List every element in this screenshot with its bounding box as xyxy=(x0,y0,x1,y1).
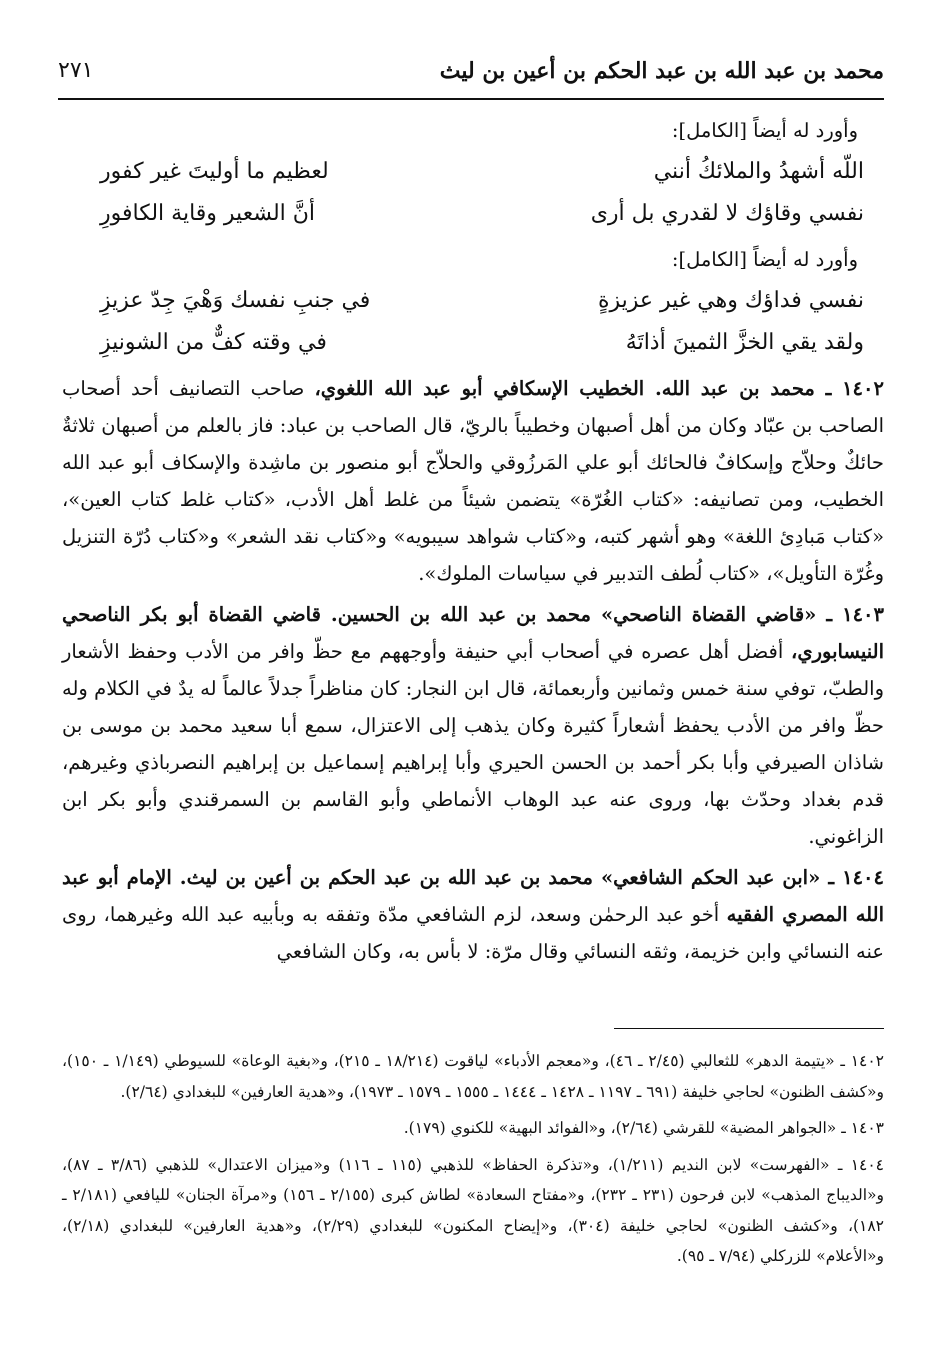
footnotes xyxy=(62,1046,884,1278)
biography-entry xyxy=(62,859,884,970)
verse-second-hemistich: أنَّ الشعير وقاية الكافورِ xyxy=(100,201,316,226)
entry-text: صاحب التصانيف أحد أصحاب الصاحب بن عبّاد وكان من أهل أصبهان وخطيباً بالريّ، قال الصاحب بن عباد: فاز بالعلم من أصبهان ثلاثةٌ حائكٌ وحلاّج وإسكافٌ فالحائك أبو علي المَرزُوقي والحلاّج أبو منصور بن ماشِدة والإسكاف أبو عبد الله الخطيب، ومن تصانيفه: «كتاب الغُرّة» يتضمن شيئاً من غلط أهل الأدب، «كتاب غلط كتاب العين»، «كتاب مَبادِئ اللغة» وهو أشهر كتبه، و«كتاب شواهد سيبويه» و«كتاب نقد الشعر» و«كتاب دُرّة التنزيل وغُرّة التأويل»، «كتاب لُطف التدبير في سياسات الملوك». xyxy=(62,377,884,585)
poem-verse xyxy=(62,151,884,193)
entry-text: أخو عبد الرحمٰن وسعد، لزم الشافعي مدّة وتفقه به وبأبيه عبد الله وغيرهما، روى عنه النسائي وابن خزيمة، وثقه النسائي وقال مرّة: لا بأس به، وكان الشافعي xyxy=(62,903,884,963)
poem xyxy=(62,151,884,235)
poem xyxy=(62,280,884,364)
running-title: محمد بن عبد الله بن عبد الحكم بن أعين بن ليث xyxy=(439,58,884,84)
verse-second-hemistich: في جنبِ نفسك وَهْيَ جِدّ عزيزِ xyxy=(100,288,371,313)
page-header xyxy=(58,52,884,100)
biography-entry xyxy=(62,370,884,592)
poem-verse xyxy=(62,322,884,364)
entry-text: أفضل أهل عصره في أصحاب أبي حنيفة وأوجههم مع حظّ وافر من الأدب وحفظ الأشعار والطبّ، توفي سنة خمس وثمانين وأربعمائة، قال ابن النجار: كان مناظراً جدلاً عالماً له يدٌ في الكلام وله حظّ وافر من الأدب يحفظ أشعاراً كثيرة وكان يذهب إلى الاعتزال، سمع أبا سعيد محمد بن موسى بن شاذان الصيرفي وأبا بكر أحمد بن الحسن الحيري وأبا إبراهيم إسماعيل بن إبراهيم النصرباذي وغيرهم، قدم بغداد وحدّث بها، وروى عنه عبد الوهاب الأنماطي وأبو القاسم بن السمرقندي وأبو بكر ابن الزاغوني. xyxy=(62,640,884,848)
verse-first-hemistich: نفسي فداؤك وهي غير عزيزةٍ xyxy=(597,288,864,313)
poem-intro: وأورد له أيضاً [الكامل]: xyxy=(671,119,858,142)
verse-second-hemistich: في وقته كفٌّ من الشونيزِ xyxy=(100,330,327,355)
footnote: ١٤٠٤ ـ «الفهرست» لابن النديم (١/٢١١)، و«تذكرة الحفاظ» للذهبي (١١٥ ـ ١١٦) و«ميزان الاعتدال» للذهبي (٣/٨٦ ـ ٨٧)، و«الديباج المذهب» لابن فرحون (٢٣١ ـ ٢٣٢)، و«مفتاح السعادة» لطاش كبرى (٢/١٥٥ ـ ١٥٦) و«مرآة الجنان» لليافعي (٢/١٨١ ـ ١٨٢)، و«كشف الظنون» لحاجي خليفة (٣٠٤)، و«إيضاح المكنون» للبغدادي (٢/٢٩)، و«هدية العارفين» للبغدادي (٢/١٨)، و«الأعلام» للزركلي (٧/٩٤ ـ ٩٥). xyxy=(62,1155,885,1265)
footnote-divider xyxy=(614,1028,884,1029)
verse-first-hemistich: ولقد يقي الخزَّ الثمينَ أذاتَهُ xyxy=(625,330,864,355)
verse-second-hemistich: لعظيم ما أوليتَ غير كفور xyxy=(100,159,329,184)
biography-entry xyxy=(62,596,884,855)
verse-first-hemistich: نفسي وقاؤك لا لقدري بل أرى xyxy=(590,201,864,226)
entry-heading: ١٤٠٢ ـ محمد بن عبد الله. الخطيب الإسكافي أبو عبد الله اللغوي، xyxy=(314,377,884,400)
entry-heading: ١٤٠٣ ـ «قاضي القضاة الناصحي» محمد بن عبد الله بن الحسين. قاضي القضاة أبو بكر الناصحي النيسابوري، xyxy=(62,603,884,663)
verse-first-hemistich: اللّه أشهدُ والملائكُ أنني xyxy=(653,159,864,184)
footnote: ١٤٠٢ ـ «يتيمة الدهر» للثعالبي (٢/٤٥ ـ ٤٦)، و«معجم الأدباء» لياقوت (١٨/٢١٤ ـ ٢١٥)، و«بغية الوعاة» للسيوطي (١/١٤٩ ـ ١٥٠)، و«كشف الظنون» لحاجي خليفة (٦٩١ ـ ١١٩٧ ـ ١٤٢٨ ـ ١٤٤٤ ـ ١٥٥٥ ـ ١٥٧٩ ـ ١٩٧٣)، و«هدية العارفين» للبغدادي (٢/٦٤). xyxy=(62,1052,884,1101)
poem-intro: وأورد له أيضاً [الكامل]: xyxy=(671,248,858,271)
page-number: ٢٧١ xyxy=(58,58,94,83)
footnote: ١٤٠٣ ـ «الجواهر المضية» للقرشي (٢/٦٤)، و«الفوائد البهية» للكنوي (١٧٩). xyxy=(403,1119,884,1137)
entry-heading: ١٤٠٤ ـ «ابن عبد الحكم الشافعي» محمد بن عبد الله بن عبد الحكم بن أعين بن ليث. الإمام أبو عبد الله المصري الفقيه xyxy=(62,866,884,926)
main-text xyxy=(62,112,884,974)
poem-verse xyxy=(62,193,884,235)
poem-verse xyxy=(62,280,884,322)
